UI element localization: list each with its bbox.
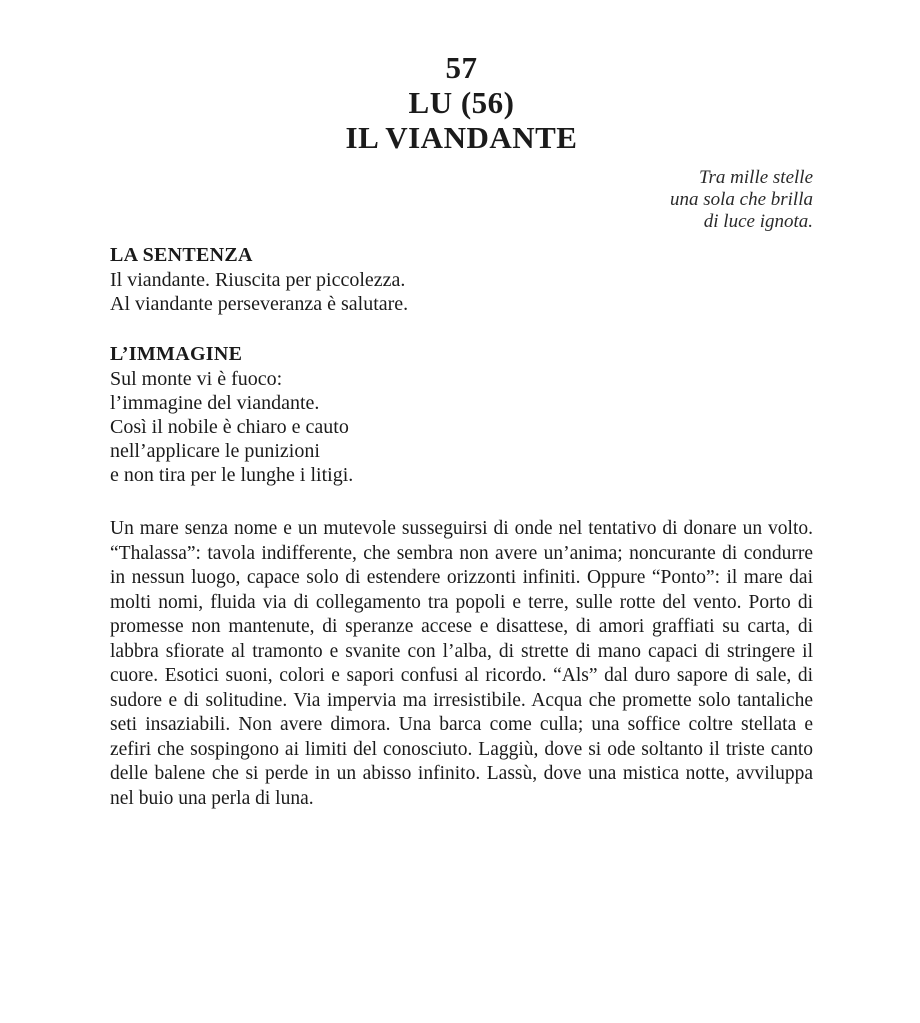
epigraph-line: una sola che brilla [669, 189, 813, 210]
section-immagine [110, 342, 813, 487]
commentary-paragraph: Un mare senza nome e un mutevole susseguirsi di onde nel tentativo di donare un volto. “Thalassa”: tavola indifferente, che sembra non avere un’anima; noncurante di condurre in nessun luogo, capace solo di estendere orizzonti infiniti. Oppure “Ponto”: il mare dai molti nomi, fluida via di collegamento tra popoli e terre, sulle rotte del vento. Porto di promesse non mantenute, di speranze accese e disattese, di amori graffiati su carta, di labbra sfiorate al tramonto e svanite con l’alba, di strette di mano capaci di stringere il cuore. Esotici suoni, colori e sapori confusi al ricordo. “Als” dal duro sapore di sale, di sudore e di solitudine. Via impervia ma irresistibile. Acqua che promette solo tantaliche seti insaziabili. Non avere dimora. Una barca come culla; una soffice coltre stellata e zefiri che sospingono ai limiti del conosciuto. Laggiù, dove si ode soltanto il triste canto delle balene che si perde in un abisso infinito. Lassù, dove una mistica notte, avviluppa nel buio una perla di luna. [110, 518, 813, 809]
immagine-line: Così il nobile è chiaro e cauto [110, 416, 349, 438]
immagine-line: nell’applicare le punizioni [110, 440, 320, 462]
chapter-title: IL VIANDANTE [345, 120, 578, 155]
sentenza-line: Il viandante. Riuscita per piccolezza. [110, 269, 406, 291]
page-content [110, 0, 813, 811]
immagine-line: Sul monte vi è fuoco: [110, 368, 283, 390]
sentenza-line: Al viandante perseveranza è salutare. [110, 293, 409, 315]
sentenza-heading: LA SENTENZA [110, 244, 253, 266]
epigraph-line: di luce ignota. [703, 211, 813, 232]
immagine-heading: L’IMMAGINE [110, 343, 243, 365]
epigraph [110, 167, 813, 233]
chapter-header [110, 0, 813, 155]
chapter-number: 57 [445, 50, 478, 85]
hexagram-name: LU (56) [408, 85, 515, 120]
epigraph-line: Tra mille stelle [699, 167, 813, 188]
immagine-line: e non tira per le lunghe i litigi. [110, 464, 354, 486]
immagine-line: l’immagine del viandante. [110, 392, 320, 414]
section-sentenza [110, 243, 813, 316]
